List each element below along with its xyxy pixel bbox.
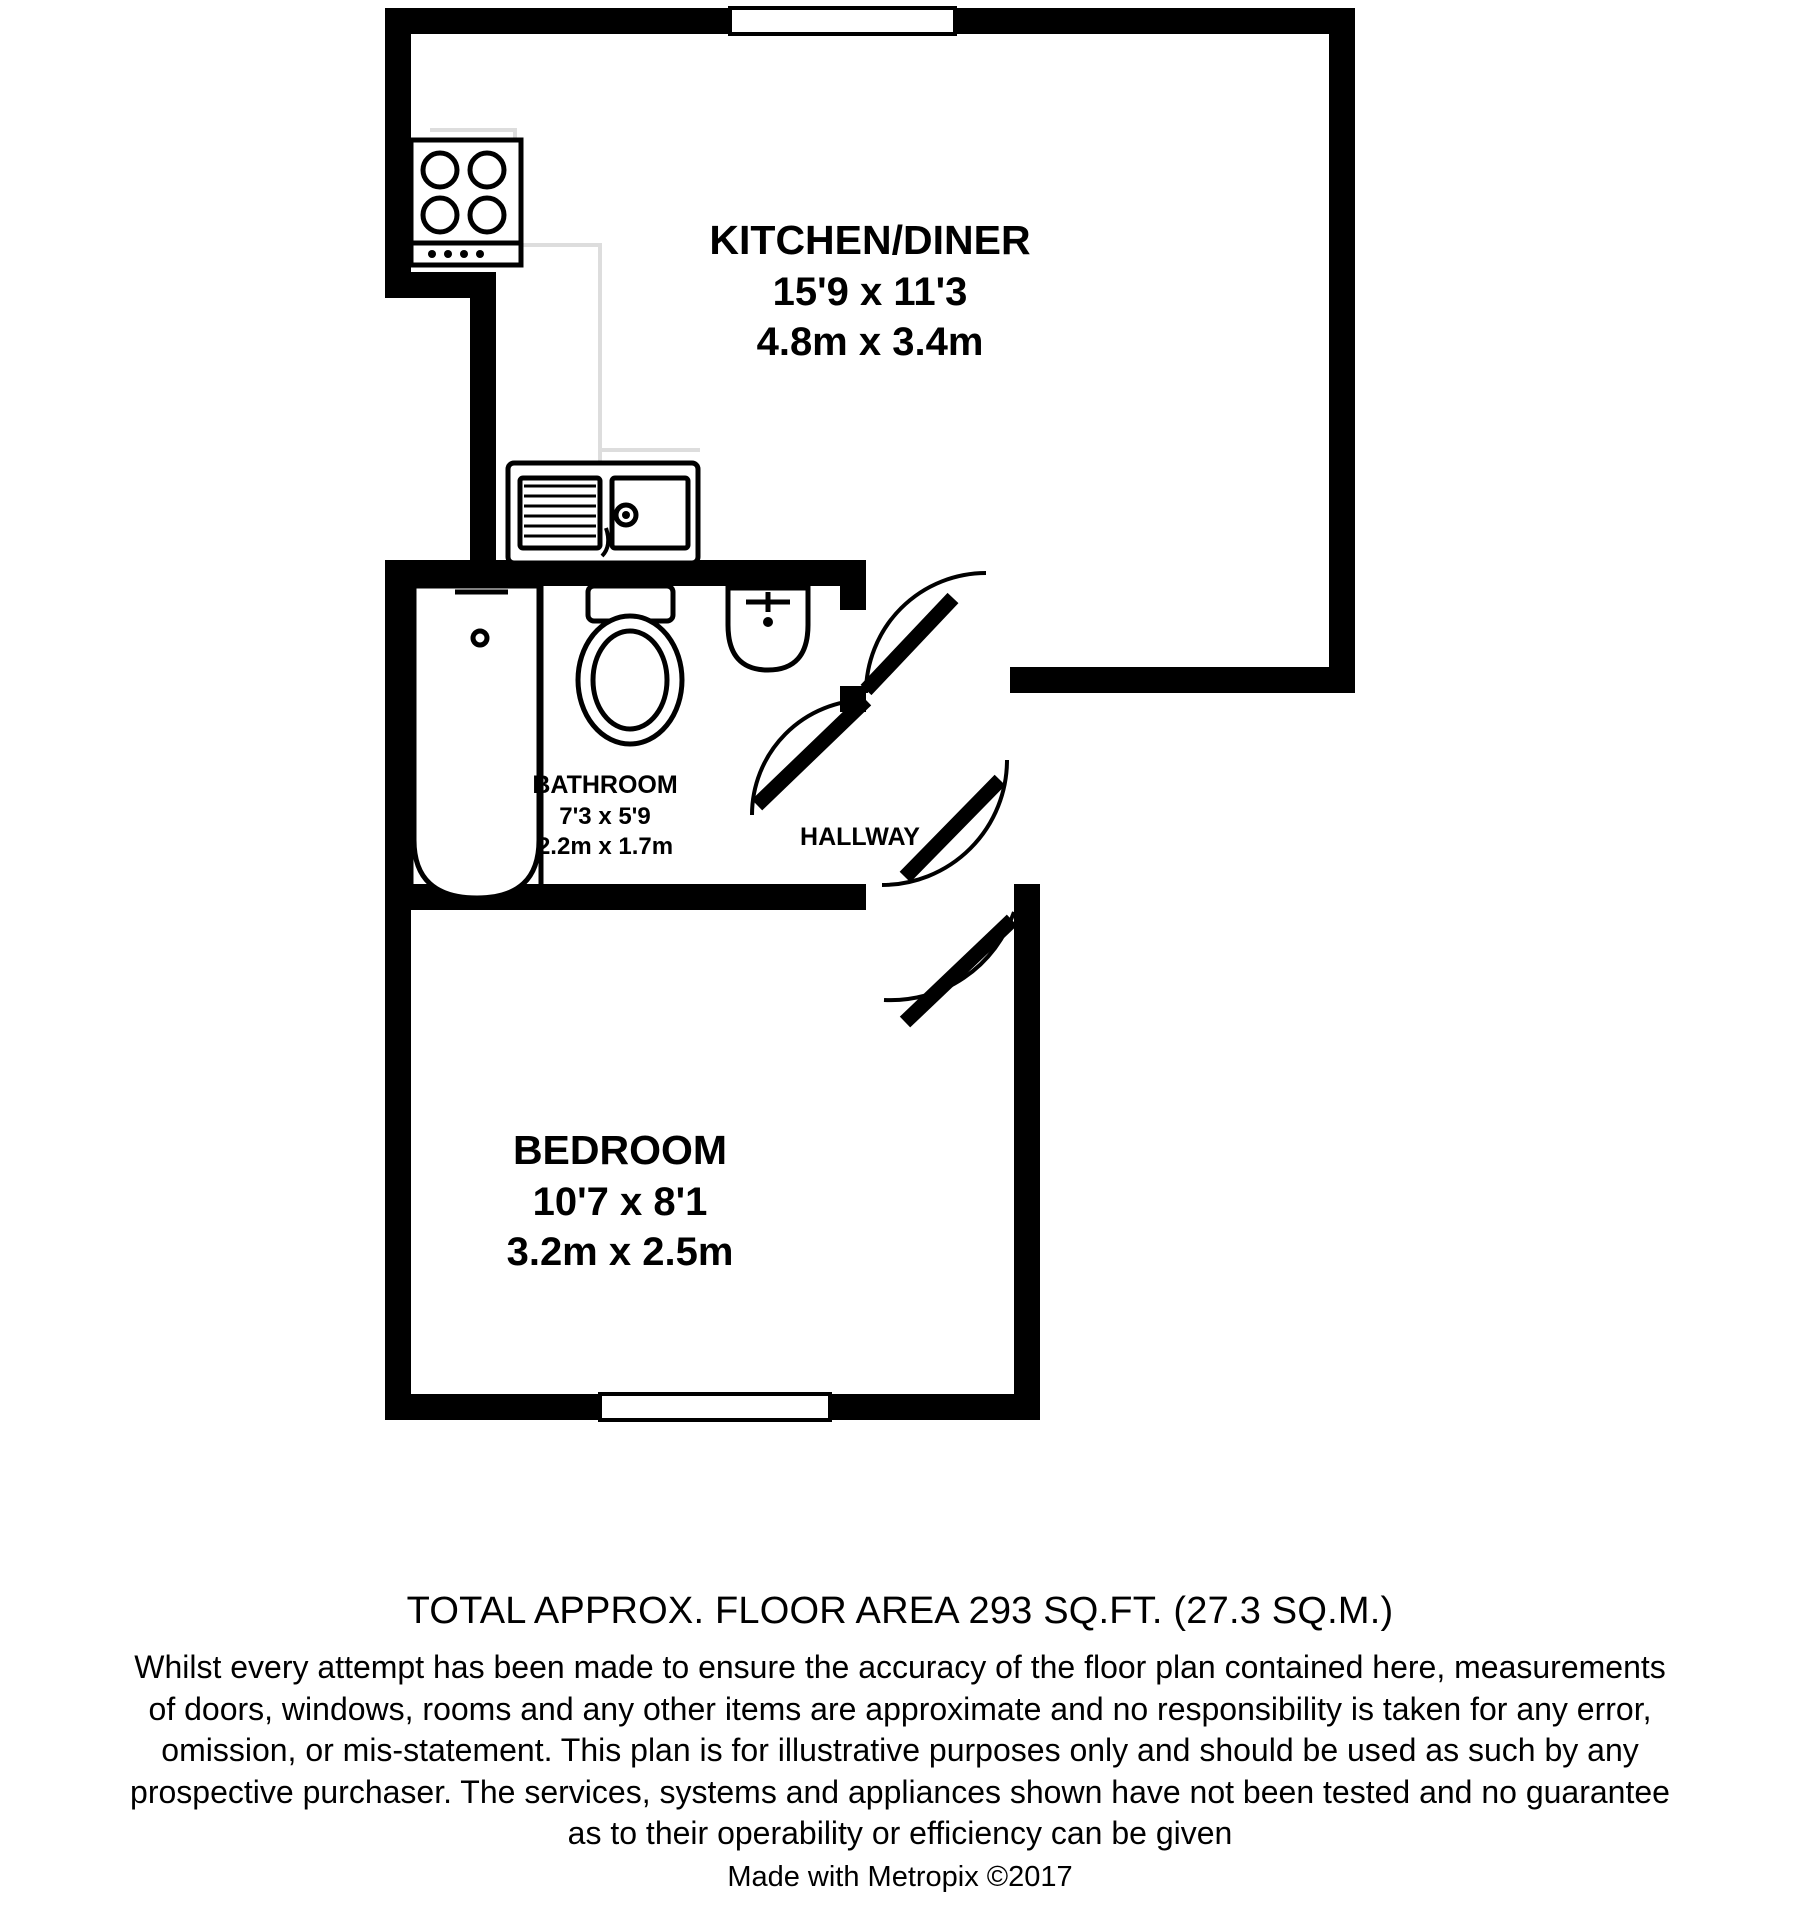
room-dim-metric: 4.8m x 3.4m [756, 320, 984, 365]
total-floor-area: TOTAL APPROX. FLOOR AREA 293 SQ.FT. (27.3 SQ.M.) [406, 1590, 1394, 1632]
disclaimer-line: omission, or mis-statement. This plan is for illustrative purposes only and should be used as such by any [161, 1732, 1639, 1769]
room-name: HALLWAY [800, 823, 920, 851]
room-dim-metric: 3.2m x 2.5m [506, 1230, 734, 1275]
room-name: BATHROOM [532, 771, 678, 799]
disclaimer-line: Whilst every attempt has been made to ensure the accuracy of the floor plan contained here, measurements [134, 1649, 1666, 1685]
window-icon [730, 8, 955, 34]
footer [0, 1590, 1800, 1894]
washbasin-icon [728, 588, 808, 670]
made-with-credit: Made with Metropix ©2017 [727, 1860, 1073, 1893]
sink-icon [508, 463, 698, 563]
room-dim-metric: 2.2m x 1.7m [536, 832, 674, 860]
room-label-bathroom [460, 770, 750, 862]
disclaimer-line: of doors, windows, rooms and any other items are approximate and no responsibility is taken for any error, [148, 1690, 1652, 1727]
room-dim-imperial: 15'9 x 11'3 [772, 269, 968, 314]
toilet-icon [578, 586, 682, 744]
room-name: KITCHEN/DINER [709, 217, 1031, 263]
disclaimer-line: prospective purchaser. The services, systems and appliances shown have not been tested and no guarantee [130, 1773, 1670, 1810]
room-dim-imperial: 10'7 x 8'1 [532, 1179, 708, 1224]
room-label-bedroom [440, 1125, 800, 1277]
disclaimer-line: as to their operability or efficiency can be given [567, 1815, 1233, 1852]
room-label-kitchen-diner [660, 215, 1080, 367]
room-dim-imperial: 7'3 x 5'9 [559, 802, 651, 830]
room-label-hallway [750, 822, 970, 854]
window-icon [600, 1394, 830, 1420]
hob-icon [411, 140, 521, 265]
room-name: BEDROOM [512, 1127, 728, 1173]
